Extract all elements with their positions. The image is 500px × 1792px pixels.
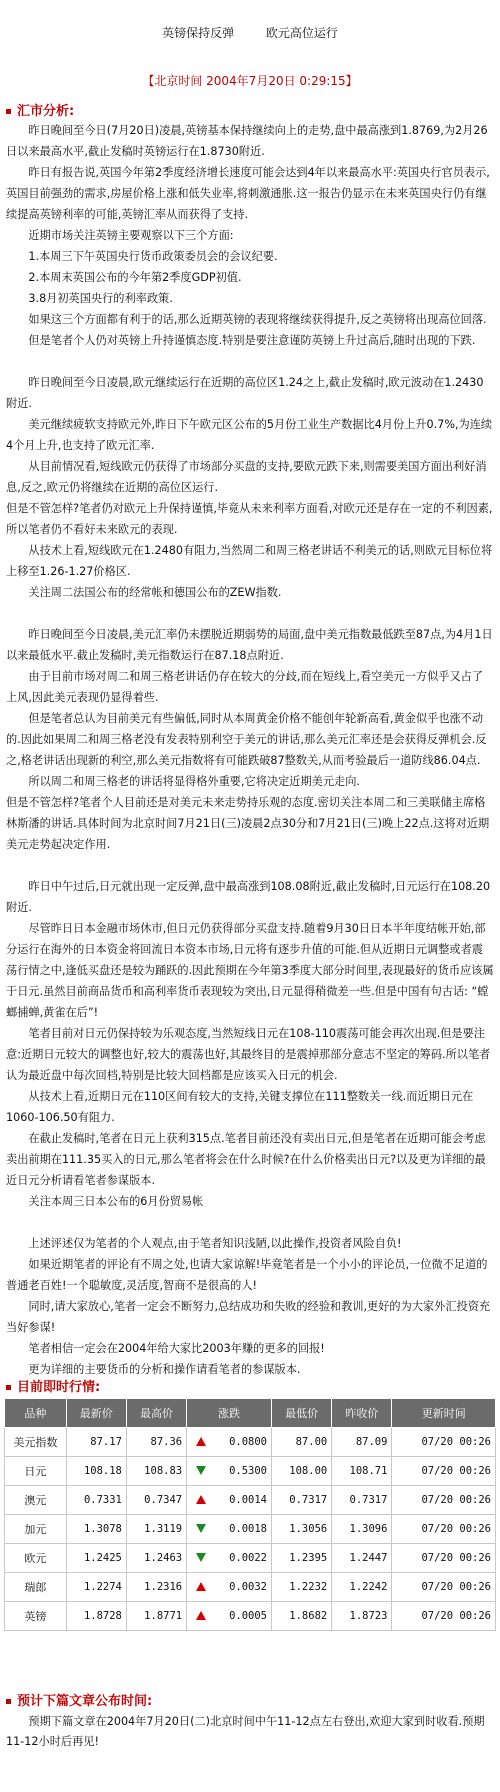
table-row bbox=[5, 1486, 496, 1515]
jpy-paragraph: 从技术上看,近期日元在110区间有较大的支持,关键支撑位在111整数关一线.而近期日元在1060-106.50有阻力. bbox=[6, 1090, 474, 1124]
instrument-name: 美元指数 bbox=[5, 1428, 67, 1457]
forecast-heading: 预计下篇文章公布时间: bbox=[6, 1690, 152, 1709]
gbp-paragraph: 如果这三个方面都有利于的话,那么近期英镑的表现将继续获得提升,反之英镑将出现高位回落. bbox=[28, 313, 487, 326]
low-price: 1.3056 bbox=[272, 1515, 332, 1544]
low-price: 0.7317 bbox=[272, 1486, 332, 1515]
update-time: 07/20 00:26 bbox=[392, 1428, 496, 1457]
low-price: 1.8682 bbox=[272, 1602, 332, 1631]
column-header: 最新价 bbox=[66, 1399, 126, 1428]
last-price: 1.2274 bbox=[66, 1573, 126, 1602]
usd-paragraph: 昨日晚间至今日凌晨,美元汇率仍未摆脱近期弱势的局面,盘中美元指数最低跌至87点,为4月1日以来最低水平.截止发稿时,美元指数运行在87.18点附近. bbox=[6, 628, 493, 662]
update-time: 07/20 00:26 bbox=[392, 1486, 496, 1515]
high-price: 108.83 bbox=[126, 1457, 186, 1486]
quotes-table-body bbox=[5, 1428, 496, 1631]
prev-close: 1.2447 bbox=[332, 1544, 392, 1573]
title-right: 欧元高位运行 bbox=[265, 26, 338, 40]
high-price: 1.8771 bbox=[126, 1602, 186, 1631]
instrument-name: 瑞郎 bbox=[5, 1573, 67, 1602]
high-price: 1.3119 bbox=[126, 1515, 186, 1544]
closing-paragraph: 笔者相信一定会在2004年给大家比2003年赚的更多的回报! bbox=[28, 1342, 325, 1355]
gbp-paragraph: 昨日晚间至今日(7月20日)凌晨,英镑基本保持继续向上的走势,盘中最高涨到1.8769,为2月26日以来最高水平,截止发稿时英镑运行在1.8730附近. bbox=[6, 124, 488, 158]
analysis-body bbox=[6, 120, 494, 1380]
bullet-icon bbox=[6, 1699, 11, 1704]
eur-paragraph: 关注周二法国公布的经常帐和德国公布的ZEW指数. bbox=[28, 586, 282, 599]
change-value: 0.0800 bbox=[187, 1428, 272, 1457]
instrument-name: 澳元 bbox=[5, 1486, 67, 1515]
eur-paragraph: 昨日晚间至今日凌晨,欧元继续运行在近期的高位区1.24之上,截止发稿时,欧元波动在1.2430附近. bbox=[6, 376, 484, 410]
publish-time: 【北京时间 2004年7月20日 0:29:15】 bbox=[142, 74, 358, 88]
jpy-paragraph: 在截止发稿时,笔者在日元上获利315点.笔者目前还没有卖出日元,但是笔者在近期可能会考虑卖出前期在111.35买入的日元,那么笔者将会在什么时候?在什么价格卖出日元?以及更为详细的最近日元分析请看笔者参谋版本. bbox=[6, 1132, 486, 1187]
gbp-paragraph: 近期市场关注英镑主要观察以下三个方面: bbox=[28, 229, 234, 242]
column-header: 更新时间 bbox=[392, 1399, 496, 1428]
eur-paragraph: 从目前情况看,短线欧元仍获得了市场部分买盘的支持,要欧元跌下来,则需要美国方面出利好消息,反之,欧元仍将继续在近期的高位区运行. bbox=[6, 460, 487, 494]
arrow-up-icon bbox=[196, 1611, 206, 1620]
change-value: 0.5300 bbox=[187, 1457, 272, 1486]
column-header: 最高价 bbox=[126, 1399, 186, 1428]
jpy-paragraph: 尽管昨日日本金融市场休市,但日元仍获得部分买盘支持.随着9月30日日本半年度结帐开始,部分运行在海外的日本资金将回流日本资本市场,日元将有逐步升值的可能.但从近期日元调整或者震荡行情之中,逢低买盘还是较为踊跃的.因此预期在今年第3季度大部分时间里,表现最好的货币应该属于日元.虽然目前商品货币和高利率货币表现较为突出,日元显得稍微差一些.但是中国有句古话: “螳螂捕蝉,黄雀在后”! bbox=[6, 922, 494, 1019]
last-price: 108.18 bbox=[66, 1457, 126, 1486]
jpy-paragraph: 笔者目前对日元仍保持较为乐观态度,当然短线日元在108-110震荡可能会再次出现.但是要注意:近期日元较大的调整也好,较大的震荡也好,其最终目的是震掉那部分意志不坚定的筹码.所以笔者认为最近盘中每次回档,特别是比较大回档都是应该买入日元的机会. bbox=[6, 1027, 491, 1082]
update-time: 07/20 00:26 bbox=[392, 1573, 496, 1602]
update-time: 07/20 00:26 bbox=[392, 1544, 496, 1573]
eur-paragraph: 从技术上看,短线欧元在1.2480有阻力,当然周二和周三格老讲话不利美元的话,则欧元目标位将上移至1.26-1.27价格区. bbox=[6, 544, 493, 578]
closing-paragraph: 更为详细的主要货币的分析和操作请看笔者的参谋版本. bbox=[28, 1363, 301, 1376]
bullet-icon bbox=[6, 1385, 11, 1390]
change-value: 0.0005 bbox=[187, 1602, 272, 1631]
table-row bbox=[5, 1428, 496, 1457]
closing-paragraph: 同时,请大家放心,笔者一定会不断努力,总结成功和失败的经验和教训,更好的为大家外汇投资充当好参谋! bbox=[6, 1300, 491, 1334]
gbp-paragraph: 但是笔者个人仍对英镑上升持谨慎态度.特别是要注意谨防英镑上升过高后,随时出现的下跌. bbox=[28, 334, 476, 347]
table-row bbox=[5, 1573, 496, 1602]
arrow-up-icon bbox=[196, 1437, 206, 1446]
article-title bbox=[0, 24, 500, 41]
change-value: 0.0014 bbox=[187, 1486, 272, 1515]
arrow-down-icon bbox=[196, 1524, 206, 1533]
last-price: 1.2425 bbox=[66, 1544, 126, 1573]
instrument-name: 欧元 bbox=[5, 1544, 67, 1573]
table-row bbox=[5, 1457, 496, 1486]
usd-paragraph: 但是不管怎样?笔者个人目前还是对美元未来走势持乐观的态度.密切关注本周二和三美联储主席格林斯潘的讲话.具体时间为北京时间7月21日(三)凌晨2点30分和7月21日(三)晚上22点.这将对近期美元走势起决定作用. bbox=[6, 796, 490, 851]
last-price: 0.7331 bbox=[66, 1486, 126, 1515]
forecast-text: 预期下篇文章在2004年7月20日(二)北京时间中午11-12点左右登出,欢迎大家到时收看.预期11-12小时后再见! bbox=[6, 1715, 485, 1748]
gbp-paragraph: 1.本周三下午英国央行货币政策委员会的会议纪要. bbox=[28, 250, 278, 263]
prev-close: 1.3096 bbox=[332, 1515, 392, 1544]
quotes-table bbox=[4, 1398, 496, 1631]
eur-paragraph: 但是不管怎样?笔者仍对欧元上升保持谨慎,毕竟从未来利率方面看,对欧元还是存在一定的不利因素,所以笔者仍不看好未来欧元的表现. bbox=[6, 502, 493, 536]
prev-close: 0.7317 bbox=[332, 1486, 392, 1515]
arrow-up-icon bbox=[196, 1582, 206, 1591]
change-value: 0.0022 bbox=[187, 1544, 272, 1573]
table-row bbox=[5, 1544, 496, 1573]
instrument-name: 日元 bbox=[5, 1457, 67, 1486]
table-row bbox=[5, 1602, 496, 1631]
prev-close: 1.8723 bbox=[332, 1602, 392, 1631]
eur-paragraph: 美元继续疲软支持欧元外,昨日下午欧元区公布的5月份工业生产数据比4月份上升0.7%,为连续4个月上升,也支持了欧元汇率. bbox=[6, 418, 493, 452]
column-header: 最低价 bbox=[272, 1399, 332, 1428]
low-price: 1.2232 bbox=[272, 1573, 332, 1602]
arrow-down-icon bbox=[196, 1466, 206, 1475]
closing-paragraph: 上述评述仅为笔者的个人观点,由于笔者知识浅陋,以此操作,投资者风险自负! bbox=[28, 1237, 402, 1250]
change-value: 0.0032 bbox=[187, 1573, 272, 1602]
high-price: 0.7347 bbox=[126, 1486, 186, 1515]
gbp-paragraph: 3.8月初英国央行的利率政策. bbox=[28, 292, 173, 305]
prev-close: 108.71 bbox=[332, 1457, 392, 1486]
usd-paragraph: 由于目前市场对周二和周三格老讲话仍存在较大的分歧,而在短线上,看空美元一方似乎又占了上风,因此美元表现仍显得着些. bbox=[6, 670, 484, 704]
quotes-heading: 目前即时行情: bbox=[6, 1376, 100, 1395]
table-header-row bbox=[5, 1399, 496, 1428]
table-row bbox=[5, 1515, 496, 1544]
low-price: 1.2395 bbox=[272, 1544, 332, 1573]
usd-paragraph: 但是笔者总认为目前美元有些偏低,同时从本周黄金价格不能创年轮新高看,黄金似乎也涨不动的.因此如果周二和周三格老没有发表特别利空于美元的讲话,那么美元汇率还是会获得反弹机会.反之,格老讲话出现新的利空,那么美元指数将有可能跌破87整数关,从而考验最后一道防线86.04点. bbox=[6, 712, 487, 767]
arrow-up-icon bbox=[196, 1495, 206, 1504]
low-price: 108.00 bbox=[272, 1457, 332, 1486]
high-price: 1.2316 bbox=[126, 1573, 186, 1602]
high-price: 87.36 bbox=[126, 1428, 186, 1457]
jpy-paragraph: 昨日中午过后,日元就出现一定反弹,盘中最高涨到108.08附近,截止发稿时,日元运行在108.20附近. bbox=[6, 880, 491, 914]
usd-paragraph: 所以周二和周三格老的讲话将显得格外重要,它将决定近期美元走向. bbox=[28, 775, 360, 788]
instrument-name: 加元 bbox=[5, 1515, 67, 1544]
last-price: 87.17 bbox=[66, 1428, 126, 1457]
update-time: 07/20 00:26 bbox=[392, 1515, 496, 1544]
prev-close: 1.2242 bbox=[332, 1573, 392, 1602]
column-header: 涨跌 bbox=[187, 1399, 272, 1428]
arrow-down-icon bbox=[196, 1553, 206, 1562]
last-price: 1.8728 bbox=[66, 1602, 126, 1631]
update-time: 07/20 00:26 bbox=[392, 1602, 496, 1631]
update-time: 07/20 00:26 bbox=[392, 1457, 496, 1486]
last-price: 1.3078 bbox=[66, 1515, 126, 1544]
closing-paragraph: 如果近期笔者的评论有不周之处,也请大家谅解!毕竟笔者是一个小小的评论员,一位微不足道的普通老百姓!一个聪敏度,灵活度,智商不是很高的人! bbox=[6, 1258, 488, 1292]
low-price: 87.00 bbox=[272, 1428, 332, 1457]
analysis-heading: 汇市分析: bbox=[6, 100, 74, 119]
jpy-paragraph: 关注本周三日本公布的6月份贸易帐 bbox=[28, 1195, 204, 1208]
title-left: 英镑保持反弹 bbox=[162, 26, 235, 40]
column-header: 品种 bbox=[5, 1399, 67, 1428]
gbp-paragraph: 昨日有报告说,英国今年第2季度经济增长速度可能会达到4年以来最高水平:英国央行官员表示,英国目前强劲的需求,房屋价格上涨和低失业率,将刺激通胀.这一报告仍显示在未来英国央行仍有继续提高英镑利率的可能,英镑汇率从而获得了支持. bbox=[6, 166, 490, 221]
gbp-paragraph: 2.本周末英国公布的今年第2季度GDP初值. bbox=[28, 271, 242, 284]
bullet-icon bbox=[6, 109, 11, 114]
forecast-text-block bbox=[6, 1712, 494, 1752]
change-value: 0.0018 bbox=[187, 1515, 272, 1544]
high-price: 1.2463 bbox=[126, 1544, 186, 1573]
instrument-name: 英镑 bbox=[5, 1602, 67, 1631]
prev-close: 87.09 bbox=[332, 1428, 392, 1457]
column-header: 昨收价 bbox=[332, 1399, 392, 1428]
